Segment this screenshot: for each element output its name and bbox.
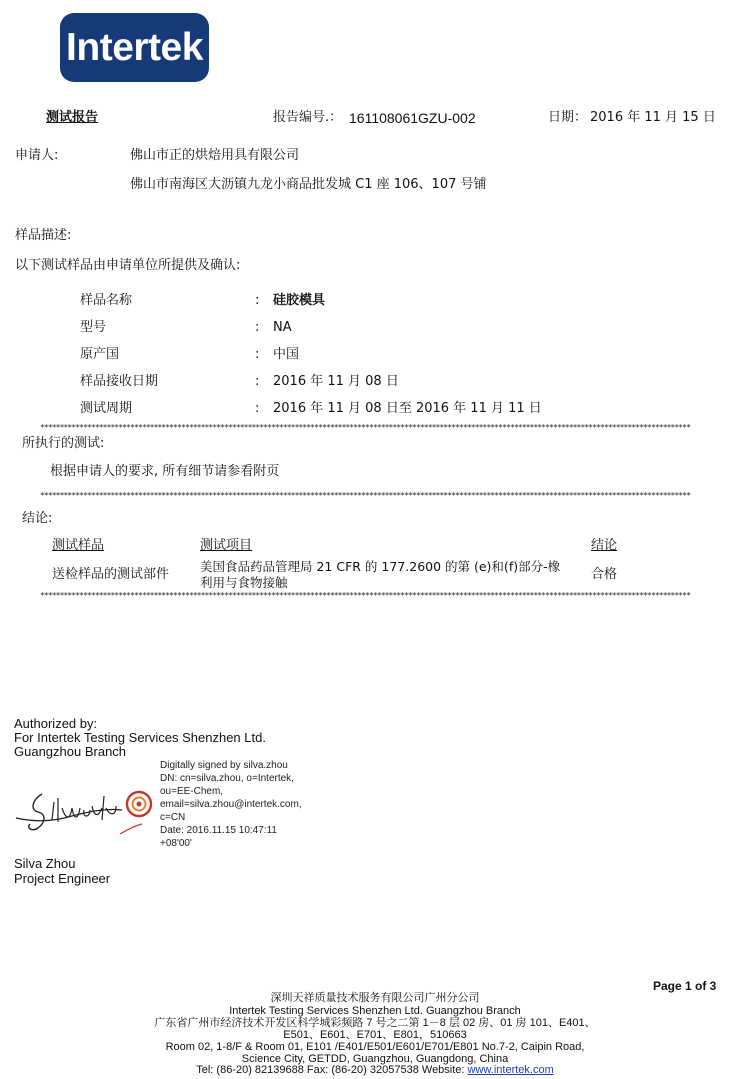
tests-label: 所执行的测试: (22, 436, 105, 451)
report-number-label: 报告编号.： (273, 110, 343, 125)
sample-label-period: 测试周期 (80, 401, 133, 416)
page-number: Page 1 of 3 (653, 979, 717, 993)
conclusion-item-line2: 利用与食物接触 (200, 575, 288, 590)
digital-signature-line: DN: cn=silva.zhou, o=Intertek, (160, 773, 294, 784)
authorized-company: For Intertek Testing Services Shenzhen Ltd. (14, 730, 266, 745)
report-date: 2016 年 11 月 15 日 (590, 110, 716, 125)
sample-sep: : (255, 347, 260, 362)
authorized-branch: Guangzhou Branch (14, 744, 127, 759)
signature-image (12, 776, 162, 846)
conclusion-label: 结论: (22, 511, 53, 526)
conclusion-sample: 送检样品的测试部件 (52, 567, 170, 582)
applicant-label: 申请人: (15, 148, 59, 163)
conclusion-header-result: 结论 (591, 538, 618, 553)
authorized-by: Authorized by: (14, 716, 98, 731)
signer-title: Project Engineer (14, 871, 111, 886)
footer-contact-text: Tel: (86-20) 82139688 Fax: (86-20) 32057538 Website: (196, 1064, 468, 1076)
report-date-label: 日期： (548, 110, 588, 125)
footer-address-en-1: Room 02, 1-8/F & Room 01, E101 /E401/E501/E601/E701/E801 No.7-2, Caipin Road, (165, 1041, 585, 1053)
digital-signature-line: ou=EE-Chem, (160, 786, 224, 797)
separator-line: ********************************************************************************************************************************************************************** (40, 492, 691, 499)
footer-address-cn-2: E501、E601、E701、E801，510663 (283, 1029, 467, 1041)
footer-company-cn: 深圳天祥质量技术服务有限公司广州分公司 (270, 992, 480, 1004)
footer-address-en-2: Science City, GETDD, Guangzhou, Guangdong, China (241, 1053, 509, 1065)
signer-name: Silva Zhou (14, 856, 76, 871)
sample-value-origin: 中国 (273, 347, 300, 362)
website-link[interactable]: www.intertek.com (467, 1064, 554, 1076)
digital-signature-line: email=silva.zhou@intertek.com, (160, 799, 302, 810)
footer-company-en: Intertek Testing Services Shenzhen Ltd. Guangzhou Branch (229, 1005, 521, 1017)
sample-value-model: NA (273, 320, 292, 335)
sample-label-origin: 原产国 (80, 347, 120, 362)
sample-value-received: 2016 年 11 月 08 日 (273, 374, 399, 389)
digital-signature-line: Digitally signed by silva.zhou (160, 760, 288, 771)
sample-sep: : (255, 293, 260, 308)
sample-label-received: 样品接收日期 (80, 374, 159, 389)
footer-contact (0, 1064, 750, 1077)
sample-label-name: 样品名称 (80, 293, 133, 308)
report-number: 161108061GZU-002 (349, 110, 476, 126)
sample-intro: 以下测试样品由申请单位所提供及确认: (15, 258, 241, 273)
applicant-address: 佛山市南海区大沥镇九龙小商品批发城 C1 座 106、107 号铺 (130, 177, 487, 192)
footer-address-cn-1: 广东省广州市经济技术开发区科学城彩频路 7 号之二第 1－8 层 02 房、01 房 101、E401、 (154, 1017, 596, 1029)
applicant-name: 佛山市正的烘焙用具有限公司 (130, 148, 300, 163)
digital-signature-line: Date: 2016.11.15 10:47:11 (160, 825, 277, 836)
sample-sep: : (255, 374, 260, 389)
intertek-logo: Intertek (60, 13, 209, 82)
sample-label-model: 型号 (80, 320, 107, 335)
sample-section-label: 样品描述: (15, 228, 72, 243)
conclusion-header-item: 测试项目 (200, 538, 253, 553)
sample-value-period: 2016 年 11 月 08 日至 2016 年 11 月 11 日 (273, 401, 542, 416)
digital-signature-line: c=CN (160, 812, 186, 823)
report-title: 测试报告 (46, 110, 99, 125)
separator-line: ********************************************************************************************************************************************************************** (40, 424, 691, 431)
sample-value-name: 硅胶模具 (273, 293, 326, 308)
conclusion-item-line1: 美国食品药品管理局 21 CFR 的 177.2600 的第 (e)和(f)部分-橡 (200, 559, 561, 574)
digital-signature-line: +08'00' (160, 838, 192, 849)
conclusion-header-sample: 测试样品 (52, 538, 105, 553)
sample-sep: : (255, 320, 260, 335)
sample-sep: : (255, 401, 260, 416)
separator-line: ********************************************************************************************************************************************************************** (40, 592, 691, 599)
conclusion-result: 合格 (591, 567, 618, 582)
tests-text: 根据申请人的要求, 所有细节请参看附页 (50, 464, 280, 479)
